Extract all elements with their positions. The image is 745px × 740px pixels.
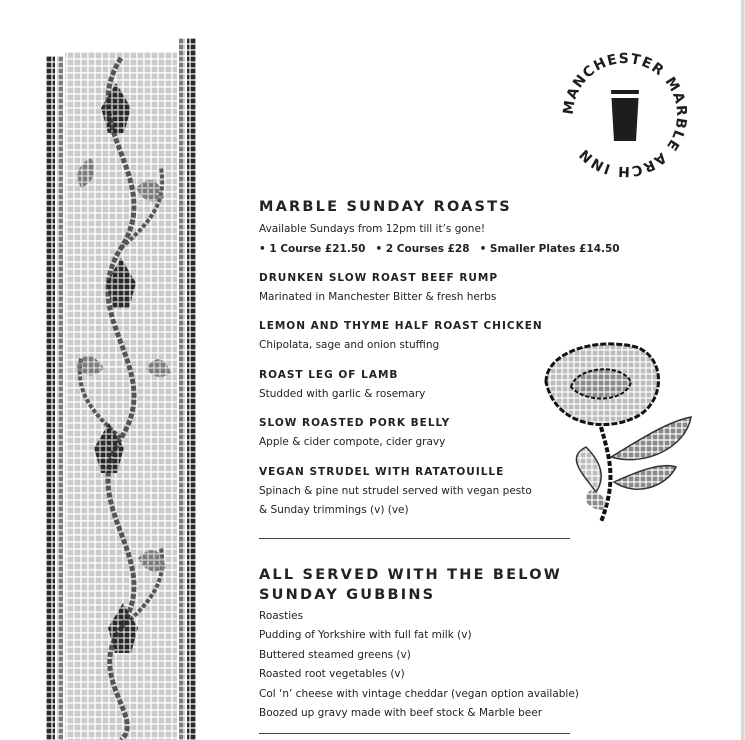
- logo-ring-text: MANCHESTER MARBLE ARCH INN: [560, 50, 690, 180]
- dish-description: Apple & cider compote, cider gravy: [259, 436, 446, 448]
- dish-description: Chipolata, sage and onion stuffing: [259, 339, 440, 351]
- menu-content: [259, 198, 620, 724]
- section-divider: [259, 538, 570, 539]
- dish-item: [259, 463, 599, 521]
- gubbins-title-line-2: SUNDAY GUBBINS: [259, 586, 436, 603]
- dish-description: Marinated in Manchester Bitter & fresh herbs: [259, 290, 497, 303]
- dish-name: DRUNKEN SLOW ROAST BEEF RUMP: [259, 271, 499, 284]
- gubbins-item: Roasted root vegetables (v): [259, 668, 405, 680]
- roasts-title: MARBLE SUNDAY ROASTS: [259, 199, 512, 215]
- marble-arch-logo: [555, 45, 695, 185]
- price-2-courses: • 2 Courses £28: [375, 242, 470, 255]
- section-divider-bottom: [259, 733, 570, 734]
- dish-name: LEMON AND THYME HALF ROAST CHICKEN: [259, 320, 543, 332]
- dish-item: [259, 366, 599, 405]
- dish-item: [259, 414, 599, 453]
- gubbins-item: Roasties: [259, 609, 304, 622]
- dish-description: Spinach & pine nut strudel served with vegan pesto: [259, 484, 532, 497]
- gubbins-item: Col ‘n’ cheese with vintage cheddar (vegan option available): [259, 687, 579, 700]
- gubbins-item: Boozed up gravy made with beef stock & Marble beer: [259, 707, 543, 719]
- dish-description: Studded with garlic & rosemary: [259, 387, 426, 400]
- price-1-course: • 1 Course £21.50: [259, 242, 366, 255]
- mosaic-border-art: [46, 38, 196, 740]
- dish-item: [259, 317, 599, 356]
- gubbins-title-line-1: ALL SERVED WITH THE BELOW: [259, 566, 562, 583]
- dish-name: VEGAN STRUDEL WITH RATATOUILLE: [259, 465, 505, 478]
- roasts-prices: [259, 240, 620, 259]
- gubbins-item: Pudding of Yorkshire with full fat milk (v): [259, 629, 472, 641]
- pint-glass-icon: [611, 90, 639, 141]
- dish-name: ROAST LEG OF LAMB: [259, 368, 399, 381]
- dish-item: [259, 269, 599, 308]
- dish-name: SLOW ROASTED PORK BELLY: [259, 417, 451, 429]
- roasts-availability: Available Sundays from 12pm till it’s gone!: [259, 223, 486, 235]
- price-smaller-plates: • Smaller Plates £14.50: [479, 242, 620, 255]
- gubbins-item: Buttered steamed greens (v): [259, 648, 411, 661]
- dish-description: & Sunday trimmings (v) (ve): [259, 504, 409, 516]
